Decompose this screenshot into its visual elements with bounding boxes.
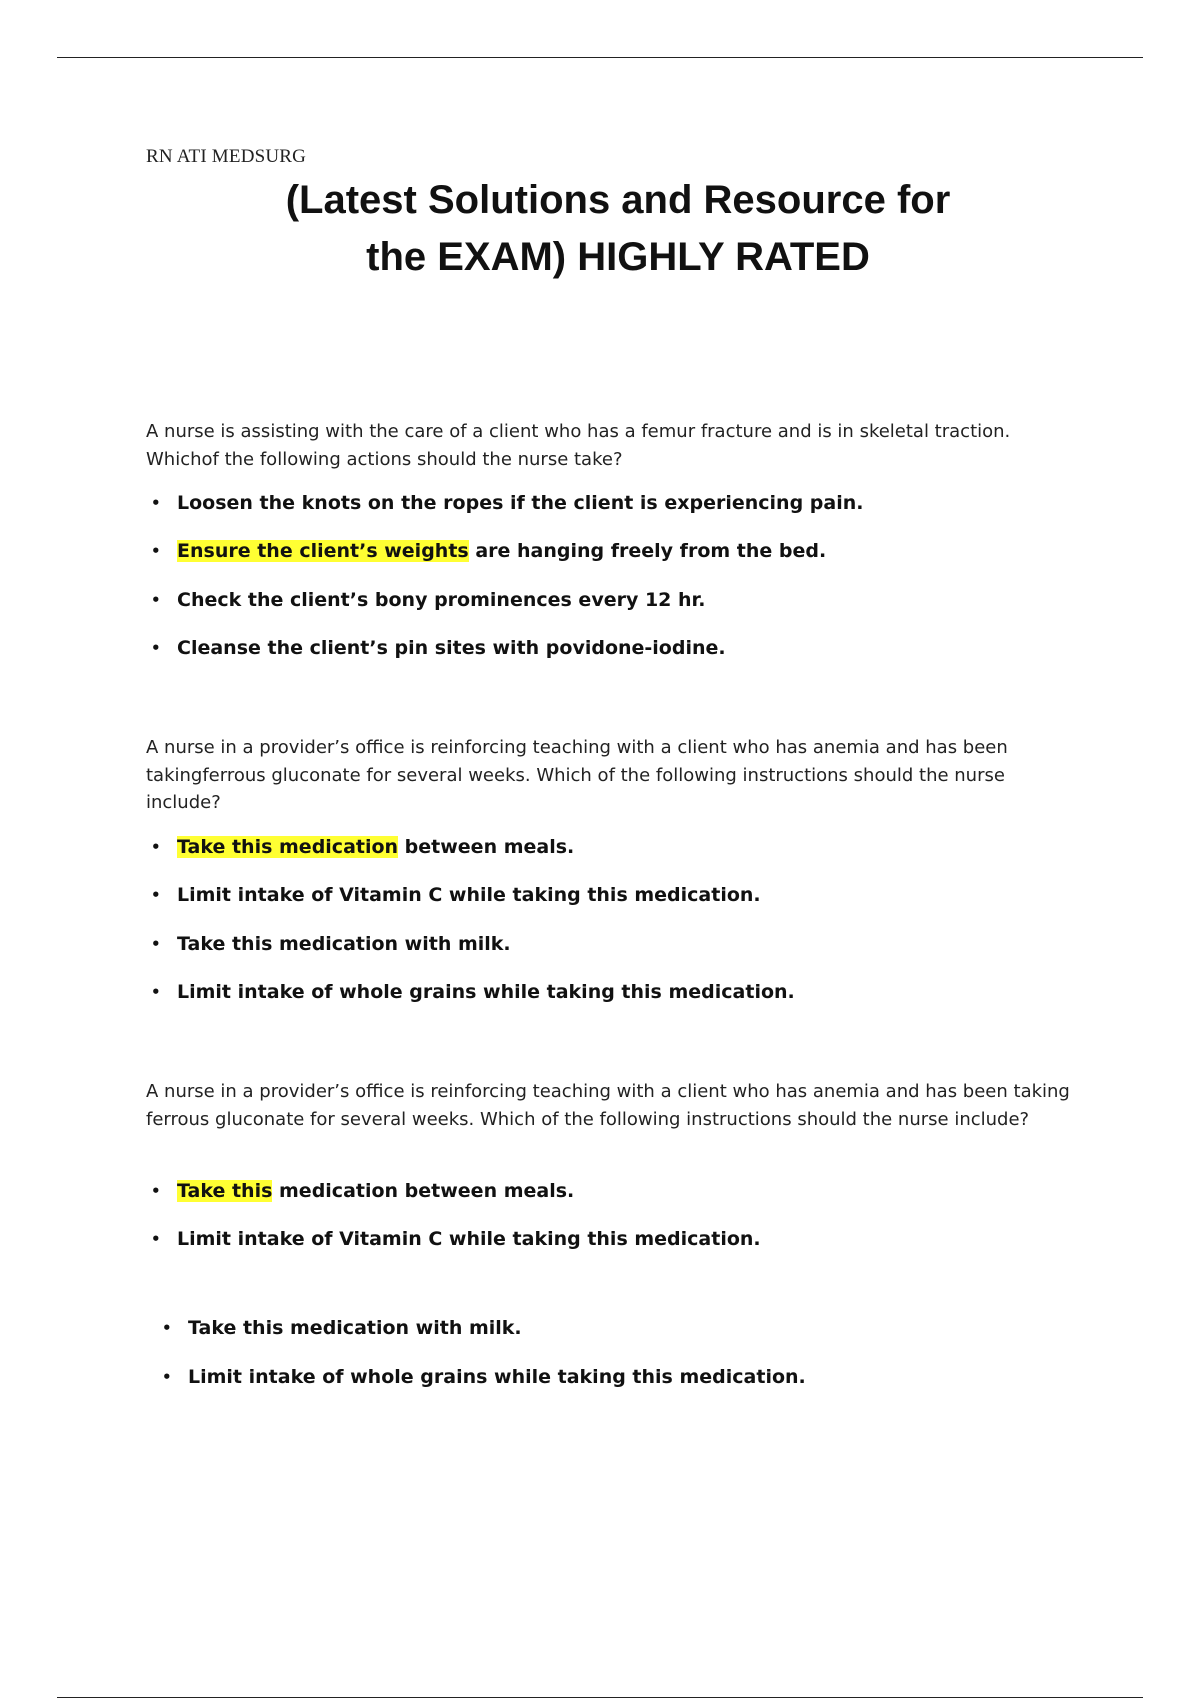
option-text: between meals. [398,836,575,858]
page-title-line-1: (Latest Solutions and Resource for [285,178,951,222]
option-text: medication between meals. [272,1180,575,1202]
question-1-option-2 [151,538,827,564]
bullet-icon: • [151,838,161,856]
question-3-text: A nurse in a provider’s office is reinforcing teaching with a client who has anemia and has been taking ferrous gluconate for several weeks. Which of the following instructions should the nurse include? [146,1081,1070,1130]
highlighted-answer: Take this [177,1180,273,1202]
bullet-icon: • [151,1182,161,1200]
bullet-icon: • [151,1230,161,1248]
page-title [200,172,1036,286]
bullet-icon: • [151,935,161,953]
question-3-option-3 [162,1315,522,1341]
option-text: Loosen the knots on the ropes if the client is experiencing pain. [177,492,864,514]
question-1-option-4 [151,635,726,661]
option-text: Take this medication with milk. [188,1317,522,1339]
option-text: Limit intake of whole grains while taking this medication. [188,1366,806,1388]
option-text: Take this medication with milk. [177,933,511,955]
bullet-icon: • [151,983,161,1001]
option-text: Cleanse the client’s pin sites with povidone-iodine. [177,637,726,659]
question-1-text: A nurse is assisting with the care of a client who has a femur fracture and is in skeletal traction. Whichof the following actions should the nurse take? [146,421,1011,470]
question-3-option-4 [162,1364,806,1390]
option-text: Limit intake of whole grains while taking this medication. [177,981,795,1003]
bullet-icon: • [151,542,161,560]
option-text: Limit intake of Vitamin C while taking this medication. [177,884,761,906]
question-2-option-1 [151,834,575,860]
question-3-option-2 [151,1226,761,1252]
option-text: are hanging freely from the bed. [468,540,827,562]
top-rule [57,57,1143,58]
question-2-text: A nurse in a provider’s office is reinforcing teaching with a client who has anemia and has been takingferrous gluconate for several weeks. Which of the following instructions should the nurse include? [146,737,1008,813]
bullet-icon: • [151,639,161,657]
question-1-option-3 [151,587,706,613]
bullet-icon: • [151,494,161,512]
question-2-option-2 [151,882,761,908]
question-2-option-4 [151,979,795,1005]
question-3-option-1 [151,1178,575,1204]
highlighted-answer: Take this medication [177,836,399,858]
question-2-option-3 [151,931,511,957]
bullet-icon: • [162,1368,172,1386]
question-1-option-1 [151,490,864,516]
bottom-rule [57,1697,1143,1698]
document-header-label: RN ATI MEDSURG [146,146,307,167]
bullet-icon: • [151,886,161,904]
bullet-icon: • [162,1319,172,1337]
page-title-line-2: the EXAM) HIGHLY RATED [366,235,870,279]
bullet-icon: • [151,591,161,609]
option-text: Check the client’s bony prominences every 12 hr. [177,589,706,611]
option-text: Limit intake of Vitamin C while taking this medication. [177,1228,761,1250]
highlighted-answer: Ensure the client’s weights [177,540,469,562]
